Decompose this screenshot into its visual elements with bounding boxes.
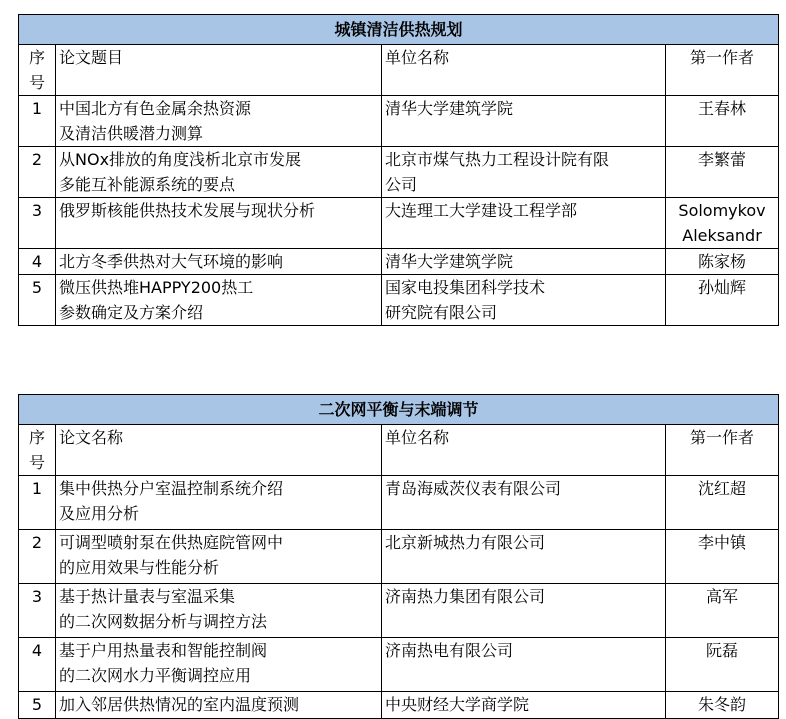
table-row bbox=[19, 584, 779, 638]
table-row bbox=[19, 692, 779, 719]
author bbox=[666, 692, 779, 719]
institution-line: 国家电投集团科学技术 bbox=[385, 278, 546, 297]
author-line: 李中镇 bbox=[698, 533, 747, 552]
institution-line: 济南热力集团有限公司 bbox=[385, 587, 546, 606]
institution-line: 北京新城热力有限公司 bbox=[385, 533, 546, 552]
table-row bbox=[19, 198, 779, 249]
header-no: 序号 bbox=[19, 45, 56, 96]
paper-title bbox=[56, 638, 382, 692]
row-no: 4 bbox=[19, 249, 56, 275]
author bbox=[666, 476, 779, 530]
paper-title-line: 加入邻居供热情况的室内温度预测 bbox=[59, 695, 300, 714]
header-row bbox=[19, 425, 779, 476]
paper-title-line: 集中供热分户室温控制系统介绍 bbox=[59, 479, 284, 498]
author-line: 王春林 bbox=[698, 99, 747, 118]
author bbox=[666, 275, 779, 326]
paper-title-line: 俄罗斯核能供热技术发展与现状分析 bbox=[59, 201, 316, 220]
paper-title bbox=[56, 692, 382, 719]
institution-line: 大连理工大学建设工程学部 bbox=[385, 201, 578, 220]
paper-title-line: 北方冬季供热对大气环境的影响 bbox=[59, 252, 284, 271]
institution bbox=[382, 530, 666, 584]
author-line: 孙灿辉 bbox=[698, 278, 747, 297]
row-no: 4 bbox=[19, 638, 56, 692]
paper-title bbox=[56, 96, 382, 147]
paper-title-line: 基于热计量表与室温采集 bbox=[59, 587, 236, 606]
header-institution: 单位名称 bbox=[382, 45, 666, 96]
paper-title bbox=[56, 584, 382, 638]
author-line: 阮磊 bbox=[706, 641, 739, 660]
row-no: 3 bbox=[19, 584, 56, 638]
paper-title bbox=[56, 476, 382, 530]
paper-title-line: 中国北方有色金属余热资源 bbox=[59, 99, 252, 118]
author bbox=[666, 147, 779, 198]
paper-title-line: 微压供热堆HAPPY200热工 bbox=[59, 278, 254, 297]
row-no: 1 bbox=[19, 476, 56, 530]
institution-line: 中央财经大学商学院 bbox=[385, 695, 530, 714]
row-no: 3 bbox=[19, 198, 56, 249]
header-no: 序号 bbox=[19, 425, 56, 476]
author-line: Aleksandr bbox=[682, 226, 762, 245]
paper-title bbox=[56, 275, 382, 326]
paper-title-line: 及清洁供暖潜力测算 bbox=[59, 124, 204, 143]
table-row bbox=[19, 275, 779, 326]
table-clean-heating-planning bbox=[18, 14, 779, 326]
paper-title-line: 的应用效果与性能分析 bbox=[59, 558, 220, 577]
table-secondary-network-balancing bbox=[18, 394, 779, 719]
paper-title bbox=[56, 147, 382, 198]
institution bbox=[382, 692, 666, 719]
author-line: Solomykov bbox=[678, 201, 766, 220]
table-row bbox=[19, 96, 779, 147]
author-line: 朱冬韵 bbox=[698, 695, 747, 714]
institution bbox=[382, 249, 666, 275]
author bbox=[666, 638, 779, 692]
author bbox=[666, 584, 779, 638]
row-no: 1 bbox=[19, 96, 56, 147]
header-title: 论文题目 bbox=[56, 45, 382, 96]
institution bbox=[382, 638, 666, 692]
table-title: 城镇清洁供热规划 bbox=[19, 15, 779, 45]
institution bbox=[382, 198, 666, 249]
institution-line: 研究院有限公司 bbox=[385, 303, 498, 322]
header-title: 论文名称 bbox=[56, 425, 382, 476]
table-row bbox=[19, 638, 779, 692]
paper-title bbox=[56, 198, 382, 249]
paper-title-line: 参数确定及方案介绍 bbox=[59, 303, 204, 322]
institution-line: 清华大学建筑学院 bbox=[385, 99, 514, 118]
row-no: 2 bbox=[19, 530, 56, 584]
institution-line: 清华大学建筑学院 bbox=[385, 252, 514, 271]
table-row bbox=[19, 530, 779, 584]
paper-title-line: 多能互补能源系统的要点 bbox=[59, 175, 236, 194]
institution-line: 公司 bbox=[385, 175, 418, 194]
author-line: 高军 bbox=[706, 587, 739, 606]
paper-title-line: 可调型喷射泵在供热庭院管网中 bbox=[59, 533, 284, 552]
paper-title-line: 从NOx排放的角度浅析北京市发展 bbox=[59, 150, 302, 169]
table-row bbox=[19, 249, 779, 275]
author bbox=[666, 249, 779, 275]
institution bbox=[382, 584, 666, 638]
author-line: 陈家杨 bbox=[698, 252, 747, 271]
row-no: 5 bbox=[19, 692, 56, 719]
author bbox=[666, 198, 779, 249]
row-no: 2 bbox=[19, 147, 56, 198]
row-no: 5 bbox=[19, 275, 56, 326]
institution bbox=[382, 275, 666, 326]
author-line: 李繁蕾 bbox=[698, 150, 747, 169]
paper-title-line: 基于户用热量表和智能控制阀 bbox=[59, 641, 268, 660]
institution bbox=[382, 147, 666, 198]
table-row bbox=[19, 476, 779, 530]
paper-title-line: 及应用分析 bbox=[59, 504, 140, 523]
paper-title-line: 的二次网数据分析与调控方法 bbox=[59, 612, 268, 631]
institution-line: 北京市煤气热力工程设计院有限 bbox=[385, 150, 610, 169]
author bbox=[666, 96, 779, 147]
author-line: 沈红超 bbox=[698, 479, 747, 498]
paper-title-line: 的二次网水力平衡调控应用 bbox=[59, 666, 252, 685]
table-row bbox=[19, 147, 779, 198]
institution bbox=[382, 476, 666, 530]
author bbox=[666, 530, 779, 584]
institution-line: 济南热电有限公司 bbox=[385, 641, 514, 660]
header-institution: 单位名称 bbox=[382, 425, 666, 476]
table-title: 二次网平衡与末端调节 bbox=[19, 395, 779, 425]
institution-line: 青岛海威茨仪表有限公司 bbox=[385, 479, 562, 498]
header-author: 第一作者 bbox=[666, 425, 779, 476]
paper-title bbox=[56, 530, 382, 584]
institution bbox=[382, 96, 666, 147]
paper-title bbox=[56, 249, 382, 275]
header-author: 第一作者 bbox=[666, 45, 779, 96]
header-row bbox=[19, 45, 779, 96]
